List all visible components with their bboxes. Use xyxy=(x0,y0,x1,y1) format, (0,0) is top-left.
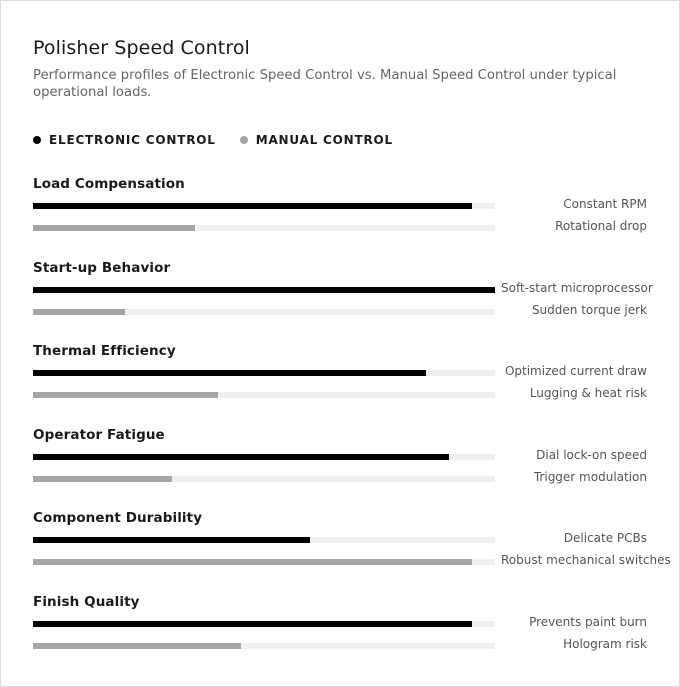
bar-track xyxy=(33,392,495,398)
manual-data-label: Hologram risk xyxy=(563,637,647,651)
electronic-bar xyxy=(33,370,426,376)
manual-bar xyxy=(33,643,241,649)
electronic-bar xyxy=(33,537,310,543)
electronic-data-label: Optimized current draw xyxy=(504,364,647,379)
legend-item-manual xyxy=(240,133,393,147)
bar-track xyxy=(33,225,495,231)
category-label: Load Compensation xyxy=(33,176,185,192)
bar-track xyxy=(33,537,495,543)
manual-data-label: Rotational drop xyxy=(555,219,647,233)
bar-track xyxy=(33,621,495,627)
manual-data-label: Sudden torque jerk xyxy=(531,302,647,317)
electronic-bar xyxy=(33,203,472,209)
bar-track xyxy=(33,370,495,376)
category-label: Operator Fatigue xyxy=(33,426,165,443)
electronic-bar xyxy=(33,621,472,627)
legend-item-electronic xyxy=(33,133,216,147)
legend-label-electronic: ELECTRONIC CONTROL xyxy=(49,133,216,147)
manual-data-label: Robust mechanical switches xyxy=(501,553,671,568)
chart-subtitle: Performance profiles of Electronic Speed Control vs. Manual Speed Control under typical operational loads. xyxy=(33,68,617,100)
manual-data-label: Trigger modulation xyxy=(533,469,647,484)
electronic-data-label: Dial lock-on speed xyxy=(536,447,647,462)
bar-track xyxy=(33,287,495,293)
manual-data-label: Lugging & heat risk xyxy=(529,386,647,401)
bar-track xyxy=(33,643,495,649)
bar-track xyxy=(33,476,495,482)
legend-dot-manual-icon xyxy=(240,136,248,144)
electronic-data-label: Soft-start microprocessor xyxy=(501,280,653,295)
bar-track xyxy=(33,203,495,209)
electronic-bar xyxy=(33,287,495,293)
category-label: Start-up Behavior xyxy=(33,259,171,276)
category-label: Finish Quality xyxy=(33,594,140,610)
chart-title: Polisher Speed Control xyxy=(33,37,250,59)
manual-bar xyxy=(33,476,172,482)
category-label: Thermal Efficiency xyxy=(33,343,176,360)
electronic-data-label: Delicate PCBs xyxy=(563,531,647,546)
electronic-data-label: Prevents paint burn xyxy=(529,615,647,629)
manual-bar xyxy=(33,392,218,398)
legend xyxy=(33,133,417,147)
legend-dot-electronic-icon xyxy=(33,136,41,144)
category-label: Component Durability xyxy=(33,510,203,527)
manual-bar xyxy=(33,559,472,565)
electronic-bar xyxy=(33,454,449,460)
bar-track xyxy=(33,309,495,315)
legend-label-manual: MANUAL CONTROL xyxy=(255,133,393,147)
bar-track xyxy=(33,454,495,460)
bar-track xyxy=(33,559,495,565)
manual-bar xyxy=(33,309,125,315)
manual-bar xyxy=(33,225,195,231)
electronic-data-label: Constant RPM xyxy=(563,197,647,211)
